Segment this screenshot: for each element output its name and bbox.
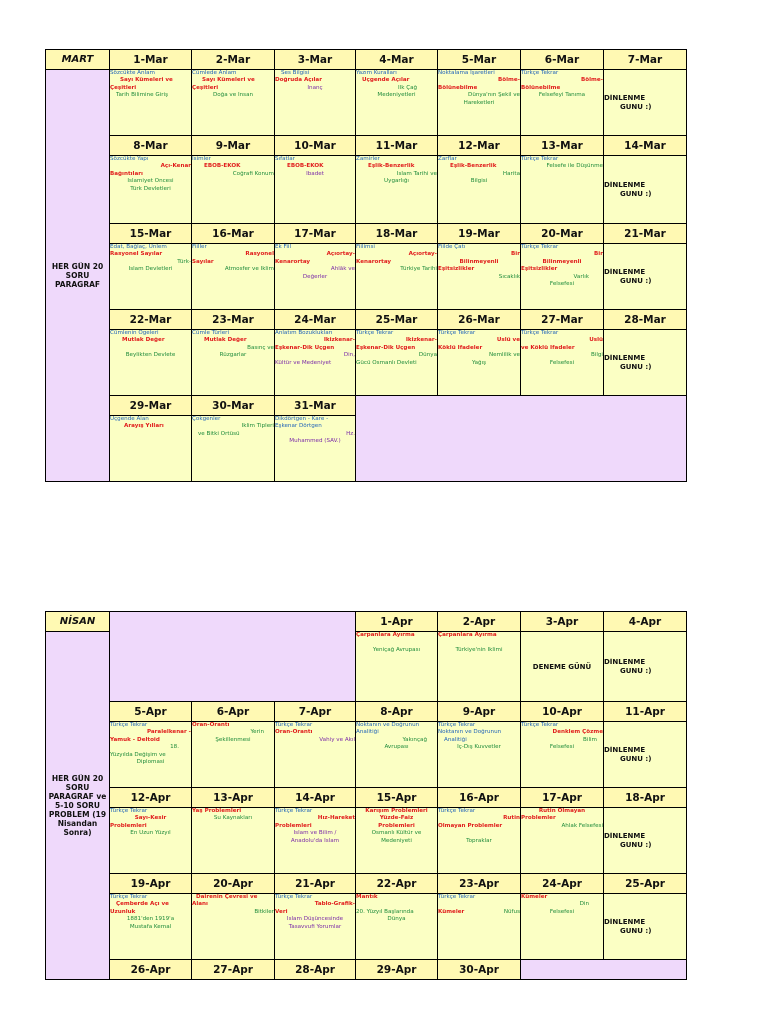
day-cell: Sözcükte Anlam Sayı Kümeleri ve Çeşitleri Tarih Bilimine Giriş: [110, 70, 192, 136]
day-cell: Türkçe Tekrar Denklem Çözme Bilim Felsefesi: [521, 722, 604, 788]
day-cell: Türkçe Tekrar Tablo-Grafik- Veri İslam Düşüncesinde Tasavvufi Yorumlar: [275, 894, 356, 960]
day-cell: Türkçe Tekrar İkizkenar- Eşkenar-Dik Üçgen Dünya Gücü Osmanlı Devleti: [356, 330, 438, 396]
study-note: HER GÜN 20 SORU PARAGRAF: [46, 70, 110, 482]
date-header: 12-Mar: [438, 136, 521, 156]
date-header: 15-Apr: [356, 788, 438, 808]
day-cell: Kümeler Din Felsefesi: [521, 894, 604, 960]
day-cell: Ses Bilgisi Doğruda Açılar İnanç: [275, 70, 356, 136]
day-cell: Türkçe Tekrar Bir Bilinmeyenli Eşitsizlikler Varlık Felsefesi: [521, 244, 604, 310]
date-header: 3-Mar: [275, 50, 356, 70]
date-header: 17-Mar: [275, 224, 356, 244]
rest-day-cell: DİNLENME GÜNÜ :): [604, 156, 687, 224]
day-cell: Türkçe Tekrar Üslü ve Köklü İfadeler Nemlilik ve Yağış: [438, 330, 521, 396]
day-cell: Türkçe Tekrar Paralelkenar - Yamuk - Deltoid 18. Yüzyılda Değişim ve Diplomasi: [110, 722, 192, 788]
date-header: 28-Mar: [604, 310, 687, 330]
date-header: 25-Mar: [356, 310, 438, 330]
date-header: 22-Mar: [110, 310, 192, 330]
day-cell: Noktalama İşaretleri Bölme- Bölünebilme Dünya'nın Şekil ve Hareketleri: [438, 70, 521, 136]
date-header: 16-Mar: [192, 224, 275, 244]
date-header: 8-Mar: [110, 136, 192, 156]
month-title: MART: [46, 50, 110, 70]
rest-day-cell: DİNLENME GÜNÜ :): [604, 244, 687, 310]
date-header: 26-Mar: [438, 310, 521, 330]
date-header: 6-Apr: [192, 702, 275, 722]
date-header: 10-Mar: [275, 136, 356, 156]
day-cell: Edat, Bağlaç, Ünlem Rasyonel Sayılar Türk- İslam Devletleri: [110, 244, 192, 310]
date-header: 27-Mar: [521, 310, 604, 330]
date-header: 20-Apr: [192, 874, 275, 894]
date-header: 13-Mar: [521, 136, 604, 156]
date-header: 23-Apr: [438, 874, 521, 894]
day-cell: Türkçe Tekrar Felsefe ile Düşünme: [521, 156, 604, 224]
day-cell: Ek Fiil Açıortay- Kenarortay Ahlâk ve Değerler: [275, 244, 356, 310]
april-calendar: [45, 611, 687, 980]
date-header: 18-Apr: [604, 788, 687, 808]
day-cell: Rutin Olmayan Problemler Ahlak Felsefesi: [521, 808, 604, 874]
day-cell: Yazım Kuralları Üçgende Açılar İlk Çağ Medeniyetleri: [356, 70, 438, 136]
day-cell: Mantık 20. Yüzyıl Başlarında Dünya: [356, 894, 438, 960]
study-note: HER GÜN 20 SORU PARAGRAF ve 5-10 SORU PROBLEM (19 Nisandan Sonra): [46, 632, 110, 980]
day-cell: Yaş Problemleri Su Kaynakları: [192, 808, 275, 874]
date-header: 17-Apr: [521, 788, 604, 808]
day-cell: Türkçe Tekrar Çemberde Açı ve Uzunluk 1881'den 1919'a Mustafa Kemal: [110, 894, 192, 960]
date-header: 24-Mar: [275, 310, 356, 330]
exam-day-cell: DENEME GÜNÜ: [521, 632, 604, 702]
day-cell: Türkçe Tekrar Oran-Orantı Vahiy ve Akıl: [275, 722, 356, 788]
date-header: 7-Apr: [275, 702, 356, 722]
date-header: 11-Apr: [604, 702, 687, 722]
empty-area: [356, 396, 687, 482]
day-cell: Türkçe Tekrar Rutin Olmayan Problemler Topraklar: [438, 808, 521, 874]
day-cell: Türkçe Tekrar Sayı-Kesir Problemleri En Uzun Yüzyıl: [110, 808, 192, 874]
date-header: 16-Apr: [438, 788, 521, 808]
date-header: 9-Apr: [438, 702, 521, 722]
date-header: 29-Apr: [356, 960, 438, 980]
rest-day-cell: DİNLENME GÜNÜ :): [604, 330, 687, 396]
day-cell: Karışım Problemleri Yüzde-Faiz Problemleri Osmanlı Kültür ve Medeniyeti: [356, 808, 438, 874]
date-header: 25-Apr: [604, 874, 687, 894]
day-cell: Çarpanlara Ayırma Yeniçağ Avrupası: [356, 632, 438, 702]
date-header: 6-Mar: [521, 50, 604, 70]
day-cell: Dairenin Çevresi ve Alanı Bitkiler: [192, 894, 275, 960]
day-cell: Noktanın ve Doğrunun Analitiği Yakınçağ Avrupası: [356, 722, 438, 788]
date-header: 30-Mar: [192, 396, 275, 416]
day-cell: Fiilde Çatı Bir Bilinmeyenli Eşitsizlikler Sıcaklık: [438, 244, 521, 310]
day-cell: Dikdörtgen - Kare - Eşkenar Dörtgen Hz. Muhammed (SAV.): [275, 416, 356, 482]
empty-area: [521, 960, 687, 980]
date-header: 4-Apr: [604, 612, 687, 632]
day-cell: Fiiller Rasyonel Sayılar Atmosfer ve İklim: [192, 244, 275, 310]
date-header: 13-Apr: [192, 788, 275, 808]
day-cell: Türkçe Tekrar Hız-Hareket Problemleri İslam ve Bilim / Anadolu'da İslam: [275, 808, 356, 874]
date-header: 14-Mar: [604, 136, 687, 156]
day-cell: Cümlenin Ögeleri Mutlak Değer Beylikten Devlete: [110, 330, 192, 396]
rest-day-cell: DİNLENME GÜNÜ :): [604, 632, 687, 702]
date-header: 3-Apr: [521, 612, 604, 632]
rest-day-cell: DİNLENME GÜNÜ :): [604, 894, 687, 960]
date-header: 9-Mar: [192, 136, 275, 156]
date-header: 23-Mar: [192, 310, 275, 330]
day-cell: Anlatım Bozuklukları İkizkenar- Eşkenar-Dik Üçgen Din, Kültür ve Medeniyet: [275, 330, 356, 396]
date-header: 1-Mar: [110, 50, 192, 70]
date-header: 8-Apr: [356, 702, 438, 722]
day-cell: Türkçe Tekrar Noktanın ve Doğrunun Analitiği İç-Dış Kuvvetler: [438, 722, 521, 788]
day-cell: Üçgende Alan Arayış Yılları: [110, 416, 192, 482]
day-cell: Fiilimsi Açıortay- Kenarortay Türkiye Tarihi: [356, 244, 438, 310]
day-cell: Çarpanlara Ayırma Türkiye'nin İklimi: [438, 632, 521, 702]
rest-day-cell: DİNLENME GÜNÜ :): [604, 722, 687, 788]
date-header: 11-Mar: [356, 136, 438, 156]
rest-day-cell: DİNLENME GÜNÜ :): [604, 808, 687, 874]
date-header: 20-Mar: [521, 224, 604, 244]
day-cell: Sıfatlar EBOB-EKOK İbadet: [275, 156, 356, 224]
date-header: 22-Apr: [356, 874, 438, 894]
date-header: 28-Apr: [275, 960, 356, 980]
rest-day-cell: DİNLENME GÜNÜ :): [604, 70, 687, 136]
day-cell: Zamirler Eşlik-Benzerlik İslam Tarihi ve Uygarlığı: [356, 156, 438, 224]
day-cell: Türkçe Tekrar Üslü ve Köklü İfadeler Bilgi Felsefesi: [521, 330, 604, 396]
date-header: 14-Apr: [275, 788, 356, 808]
month-title: NİSAN: [46, 612, 110, 632]
date-header: 19-Mar: [438, 224, 521, 244]
date-header: 4-Mar: [356, 50, 438, 70]
date-header: 24-Apr: [521, 874, 604, 894]
date-header: 26-Apr: [110, 960, 192, 980]
date-header: 27-Apr: [192, 960, 275, 980]
day-cell: İsimler EBOB-EKOK Coğrafi Konum: [192, 156, 275, 224]
date-header: 30-Apr: [438, 960, 521, 980]
date-header: 10-Apr: [521, 702, 604, 722]
date-header: 2-Apr: [438, 612, 521, 632]
date-header: 31-Mar: [275, 396, 356, 416]
date-header: 21-Mar: [604, 224, 687, 244]
date-header: 29-Mar: [110, 396, 192, 416]
date-header: 2-Mar: [192, 50, 275, 70]
march-calendar: [45, 49, 687, 482]
date-header: 1-Apr: [356, 612, 438, 632]
day-cell: Türkçe Tekrar Bölme- Bölünebilme Felsefeyi Tanıma: [521, 70, 604, 136]
date-header: 15-Mar: [110, 224, 192, 244]
day-cell: Zarflar Eşlik-Benzerlik Harita Bilgisi: [438, 156, 521, 224]
date-header: 12-Apr: [110, 788, 192, 808]
day-cell: Sözcükte Yapı Açı-Kenar Bağıntıları İslamiyet Öncesi Türk Devletleri: [110, 156, 192, 224]
date-header: 21-Apr: [275, 874, 356, 894]
date-header: 18-Mar: [356, 224, 438, 244]
day-cell: Cümlede Anlam Sayı Kümeleri ve Çeşitleri Doğa ve İnsan: [192, 70, 275, 136]
date-header: 19-Apr: [110, 874, 192, 894]
date-header: 5-Apr: [110, 702, 192, 722]
day-cell: Oran-Orantı Yerin Şekillenmesi: [192, 722, 275, 788]
date-header: 5-Mar: [438, 50, 521, 70]
day-cell: Cümle Türleri Mutlak Değer Basınç ve Rüzgarlar: [192, 330, 275, 396]
day-cell: Çokgenler İklim Tipleri ve Bitki Örtüsü: [192, 416, 275, 482]
date-header: 7-Mar: [604, 50, 687, 70]
empty-area: [110, 612, 356, 702]
day-cell: Türkçe Tekrar Kümeler Nüfus: [438, 894, 521, 960]
